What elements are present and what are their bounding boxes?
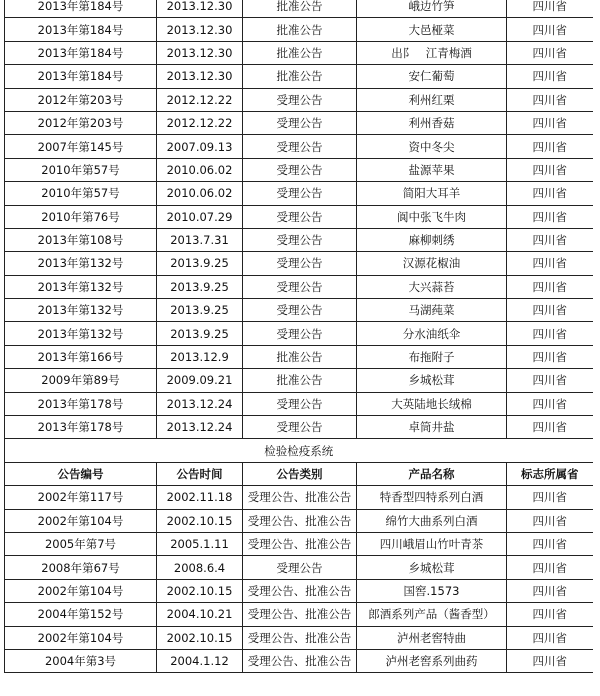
product-name: 安仁葡萄 — [357, 65, 507, 88]
announcement-date: 2013.9.25 — [157, 252, 243, 275]
province: 四川省 — [507, 182, 593, 205]
announcement-type: 批准公告 — [243, 41, 357, 64]
announcement-no: 2010年第76号 — [5, 205, 157, 228]
table-row — [5, 299, 593, 322]
header-province: 标志所属省 — [507, 462, 593, 485]
section-title: 检验检疫系统 — [5, 439, 593, 462]
announcement-no: 2010年第57号 — [5, 158, 157, 181]
announcement-no: 2010年第57号 — [5, 182, 157, 205]
announcement-date: 2008.6.4 — [157, 556, 243, 579]
table-row — [5, 556, 593, 579]
province: 四川省 — [507, 18, 593, 41]
announcement-type: 受理公告 — [243, 392, 357, 415]
announcement-date: 2012.12.22 — [157, 88, 243, 111]
announcement-no: 2002年第104号 — [5, 509, 157, 532]
announcement-no: 2007年第145号 — [5, 135, 157, 158]
announcement-no: 2013年第108号 — [5, 228, 157, 251]
announcement-type: 受理公告 — [243, 88, 357, 111]
province: 四川省 — [507, 158, 593, 181]
announcement-date: 2013.12.30 — [157, 18, 243, 41]
announcement-no: 2002年第104号 — [5, 579, 157, 602]
announcement-no: 2013年第184号 — [5, 0, 157, 18]
table-row — [5, 626, 593, 649]
announcement-date: 2013.9.25 — [157, 299, 243, 322]
announcement-date: 2013.12.30 — [157, 65, 243, 88]
product-name: 资中冬尖 — [357, 135, 507, 158]
announcement-type: 受理公告 — [243, 205, 357, 228]
announcement-date: 2013.9.25 — [157, 275, 243, 298]
product-name: 分水油纸伞 — [357, 322, 507, 345]
announcement-date: 2010.07.29 — [157, 205, 243, 228]
announcement-date: 2007.09.13 — [157, 135, 243, 158]
table-row — [5, 532, 593, 555]
province: 四川省 — [507, 322, 593, 345]
province: 四川省 — [507, 0, 593, 18]
header-product: 产品名称 — [357, 462, 507, 485]
header-row — [5, 462, 593, 485]
announcement-type: 受理公告、批准公告 — [243, 579, 357, 602]
table-row — [5, 649, 593, 672]
announcement-type: 受理公告、批准公告 — [243, 486, 357, 509]
province: 四川省 — [507, 369, 593, 392]
announcement-date: 2002.11.18 — [157, 486, 243, 509]
table-row — [5, 158, 593, 181]
product-name: 大英陆地长绒棉 — [357, 392, 507, 415]
announcement-type: 受理公告 — [243, 322, 357, 345]
announcement-type: 受理公告、批准公告 — [243, 532, 357, 555]
announcement-type: 受理公告 — [243, 158, 357, 181]
table-row — [5, 392, 593, 415]
announcement-no: 2013年第184号 — [5, 18, 157, 41]
table-row — [5, 369, 593, 392]
table-row — [5, 88, 593, 111]
announcement-date: 2002.10.15 — [157, 626, 243, 649]
province: 四川省 — [507, 509, 593, 532]
announcement-no: 2013年第132号 — [5, 252, 157, 275]
announcement-type: 受理公告、批准公告 — [243, 649, 357, 672]
announcement-date: 2013.9.25 — [157, 322, 243, 345]
province: 四川省 — [507, 626, 593, 649]
province: 四川省 — [507, 486, 593, 509]
announcement-type: 受理公告 — [243, 556, 357, 579]
announcement-no: 2012年第203号 — [5, 88, 157, 111]
announcement-type: 受理公告 — [243, 135, 357, 158]
province: 四川省 — [507, 416, 593, 439]
announcement-date: 2002.10.15 — [157, 509, 243, 532]
header-no: 公告编号 — [5, 462, 157, 485]
announcement-type: 批准公告 — [243, 369, 357, 392]
product-name: 四川峨眉山竹叶青茶 — [357, 532, 507, 555]
province: 四川省 — [507, 41, 593, 64]
province: 四川省 — [507, 345, 593, 368]
product-name: 大邑桠菜 — [357, 18, 507, 41]
announcement-date: 2013.12.30 — [157, 0, 243, 18]
announcement-date: 2013.12.9 — [157, 345, 243, 368]
product-name: 乡城松茸 — [357, 369, 507, 392]
table-row — [5, 228, 593, 251]
table-row — [5, 486, 593, 509]
province: 四川省 — [507, 111, 593, 134]
product-name: 汉源花椒油 — [357, 252, 507, 275]
section-block — [5, 439, 593, 486]
province: 四川省 — [507, 392, 593, 415]
province: 四川省 — [507, 556, 593, 579]
table-row — [5, 579, 593, 602]
announcement-type: 受理公告 — [243, 299, 357, 322]
announcement-date: 2002.10.15 — [157, 579, 243, 602]
announcement-type: 受理公告 — [243, 252, 357, 275]
announcement-type: 受理公告 — [243, 111, 357, 134]
announcement-type: 受理公告 — [243, 275, 357, 298]
product-name: 马湖莼菜 — [357, 299, 507, 322]
announcement-no: 2012年第203号 — [5, 111, 157, 134]
announcement-type: 受理公告 — [243, 416, 357, 439]
table-row — [5, 322, 593, 345]
announcement-no: 2013年第184号 — [5, 65, 157, 88]
announcement-date: 2005.1.11 — [157, 532, 243, 555]
product-name: 阆中张飞牛肉 — [357, 205, 507, 228]
product-name: 大兴蒜苔 — [357, 275, 507, 298]
announcement-date: 2013.12.30 — [157, 41, 243, 64]
province: 四川省 — [507, 205, 593, 228]
announcement-type: 受理公告 — [243, 228, 357, 251]
table-row — [5, 111, 593, 134]
product-name: 峨边竹笋 — [357, 0, 507, 18]
product-name: 利州香菇 — [357, 111, 507, 134]
product-name: 利州红栗 — [357, 88, 507, 111]
top-rows — [5, 0, 593, 439]
province: 四川省 — [507, 275, 593, 298]
province: 四川省 — [507, 65, 593, 88]
announcement-type: 批准公告 — [243, 18, 357, 41]
product-name: 郎酒系列产品（酱香型） — [357, 603, 507, 626]
product-name: 麻柳刺绣 — [357, 228, 507, 251]
product-name: 布拖附子 — [357, 345, 507, 368]
announcement-date: 2013.7.31 — [157, 228, 243, 251]
province: 四川省 — [507, 88, 593, 111]
table-row — [5, 18, 593, 41]
header-type: 公告类别 — [243, 462, 357, 485]
announcement-type: 批准公告 — [243, 65, 357, 88]
province: 四川省 — [507, 532, 593, 555]
announcement-no: 2004年第152号 — [5, 603, 157, 626]
announcement-no: 2013年第178号 — [5, 416, 157, 439]
bottom-rows — [5, 486, 593, 673]
product-name: 盐源苹果 — [357, 158, 507, 181]
announcement-no: 2004年第3号 — [5, 649, 157, 672]
table-row — [5, 135, 593, 158]
table-row — [5, 205, 593, 228]
province: 四川省 — [507, 252, 593, 275]
announcement-date: 2004.10.21 — [157, 603, 243, 626]
gi-announcement-table — [4, 0, 593, 673]
announcement-no: 2002年第117号 — [5, 486, 157, 509]
announcement-no: 2013年第166号 — [5, 345, 157, 368]
announcement-no: 2013年第132号 — [5, 299, 157, 322]
announcement-no: 2013年第184号 — [5, 41, 157, 64]
announcement-no: 2002年第104号 — [5, 626, 157, 649]
product-name: 乡城松茸 — [357, 556, 507, 579]
table-row — [5, 252, 593, 275]
product-name: 出阝 江青梅酒 — [357, 41, 507, 64]
table-row — [5, 603, 593, 626]
table-row — [5, 41, 593, 64]
product-name: 特香型四特系列白酒 — [357, 486, 507, 509]
table-row — [5, 182, 593, 205]
announcement-date: 2013.12.24 — [157, 416, 243, 439]
product-name: 泸州老窖系列曲药 — [357, 649, 507, 672]
product-name: 卓筒井盐 — [357, 416, 507, 439]
table-row — [5, 65, 593, 88]
announcement-date: 2010.06.02 — [157, 182, 243, 205]
table-row — [5, 416, 593, 439]
announcement-type: 批准公告 — [243, 0, 357, 18]
announcement-no: 2008年第67号 — [5, 556, 157, 579]
announcement-date: 2012.12.22 — [157, 111, 243, 134]
announcement-no: 2009年第89号 — [5, 369, 157, 392]
province: 四川省 — [507, 135, 593, 158]
announcement-no: 2013年第178号 — [5, 392, 157, 415]
header-date: 公告时间 — [157, 462, 243, 485]
product-name: 国窖.1573 — [357, 579, 507, 602]
announcement-date: 2013.12.24 — [157, 392, 243, 415]
province: 四川省 — [507, 579, 593, 602]
section-title-row — [5, 439, 593, 462]
province: 四川省 — [507, 228, 593, 251]
announcement-date: 2009.09.21 — [157, 369, 243, 392]
province: 四川省 — [507, 603, 593, 626]
table-row — [5, 0, 593, 18]
announcement-no: 2013年第132号 — [5, 275, 157, 298]
product-name: 泸州老窖特曲 — [357, 626, 507, 649]
announcement-no: 2013年第132号 — [5, 322, 157, 345]
announcement-type: 受理公告 — [243, 182, 357, 205]
table-row — [5, 345, 593, 368]
table-row — [5, 509, 593, 532]
announcement-type: 受理公告、批准公告 — [243, 509, 357, 532]
province: 四川省 — [507, 649, 593, 672]
table-row — [5, 275, 593, 298]
province: 四川省 — [507, 299, 593, 322]
announcement-no: 2005年第7号 — [5, 532, 157, 555]
product-name: 绵竹大曲系列白酒 — [357, 509, 507, 532]
announcement-date: 2010.06.02 — [157, 158, 243, 181]
announcement-type: 受理公告、批准公告 — [243, 603, 357, 626]
product-name: 简阳大耳羊 — [357, 182, 507, 205]
announcement-date: 2004.1.12 — [157, 649, 243, 672]
announcement-type: 受理公告、批准公告 — [243, 626, 357, 649]
announcement-type: 批准公告 — [243, 345, 357, 368]
